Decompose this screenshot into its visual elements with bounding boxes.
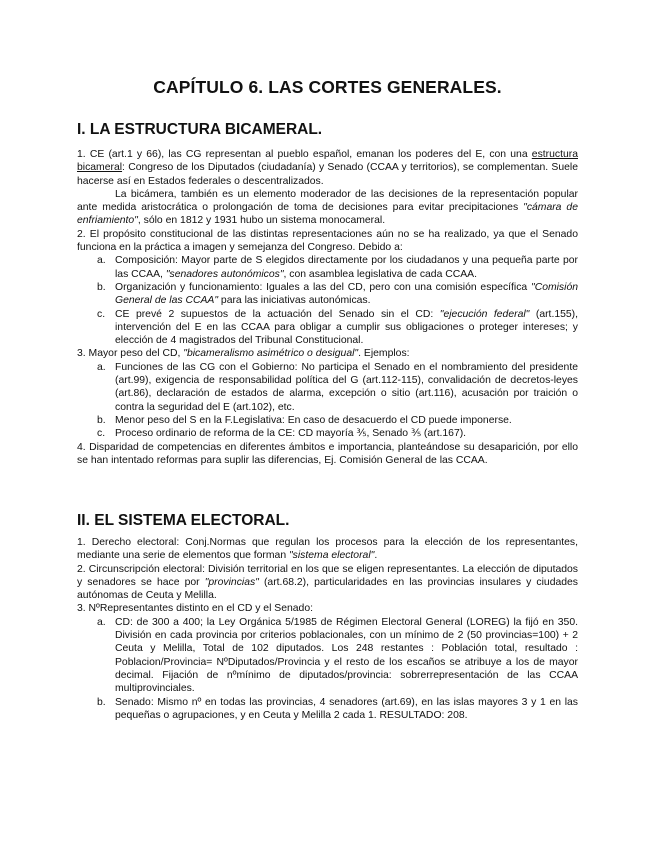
list-examples bbox=[77, 361, 578, 441]
paragraph-3: 2. El propósito constitucional de las distintas representaciones aún no se ha realizado, ya que el Senado funciona en la práctica a imagen y semejanza del Congreso. Debido a: bbox=[77, 228, 578, 254]
list-item: a. CD: de 300 a 400; la Ley Orgánica 5/1985 de Régimen Electoral General (LOREG) la fijó en 350. División en cada provincia por criterios poblacionales, con un mínimo de 2 (50 provincias=100) + 2 Ceuta y Melilla, Total de 102 diputados. Los 248 restantes : Población total, resultado : Poblacion/Provincia= NºDiputados/Provincia y el resto de los escaños se atribuye a los de mayor decimal. Fijación de nºmínimo de diputados/provincia: sobrerrepresentación de las CCAA multiprovinciales. bbox=[97, 616, 578, 695]
list-item: b. Senado: Mismo nº en todas las provincias, 4 senadores (art.69), en las islas mayores 3 y 1 en las pequeñas o agrupaciones, y en Ceuta y Melilla 2 cada 1. RESULTADO: 208. bbox=[97, 696, 578, 721]
list-reasons bbox=[77, 254, 578, 347]
list-representatives bbox=[77, 616, 578, 722]
list-item: b. Menor peso del S en la F.Legislativa: En caso de desacuerdo el CD puede imponerse. bbox=[97, 414, 512, 426]
paragraph-1: 1. Derecho electoral: Conj.Normas que regulan los procesos para la elección de los representantes, mediante una serie de elementos que forman "sistema electoral". bbox=[77, 537, 578, 562]
chapter-title: CAPÍTULO 6. LAS CORTES GENERALES. bbox=[153, 77, 502, 97]
bicameral-term: estructura bicameral bbox=[77, 149, 578, 174]
list-item: c. Proceso ordinario de reforma de la CE: CD mayoría ⅗, Senado ⅗ (art.167). bbox=[97, 428, 467, 440]
paragraph-3: 3. NºRepresentantes distinto en el CD y el Senado: bbox=[77, 603, 313, 615]
list-item: a. Funciones de las CG con el Gobierno: No participa el Senado en el nombramiento del presidente (art.99), exigencia de responsabilidad política del G (art.112-115), convalidación de decretos-leyes (art.86), declaración de estados de alarma, excepción o sitio (art.116), acusación por traición o contra la seguridad del E (art.102), etc. bbox=[97, 361, 578, 413]
section-2-heading: II. EL SISTEMA ELECTORAL. bbox=[77, 512, 290, 529]
paragraph-5: 4. Disparidad de competencias en diferentes ámbitos e importancia, planteándose su desaparición, por ello se han intentado reformas para suplir las diferencias, Ej. Comisión General de las CCAA. bbox=[77, 441, 578, 466]
paragraph-2: 2. Circunscripción electoral: División territorial en los que se eligen representantes. La elección de diputados y senadores se hace por "provincias" (art.68.2), particularidades en las provincias insulares y ciudades autónomas de Ceuta y Melilla. bbox=[77, 563, 578, 602]
list-item: a. Composición: Mayor parte de S elegidos directamente por los ciudadanos y una pequeña parte por las CCAA, "senadores autonómicos", con asamblea legislativa de cada CCAA. bbox=[97, 255, 578, 280]
list-item: b. Organización y funcionamiento: Iguales a las del CD, pero con una comisión específica "Comisión General de las CCAA" para las iniciativas autonómicas. bbox=[97, 281, 578, 307]
paragraph-2: La bicámera, también es un elemento moderador de las decisiones de la representación popular ante medida aristocrática o prolongación de toma de decisiones para evitar precipitaciones "cámara de enfriamiento", sólo en 1812 y 1931 hubo un sistema monocameral. bbox=[77, 188, 578, 227]
section-1-body bbox=[77, 148, 578, 467]
section-1-heading: I. LA ESTRUCTURA BICAMERAL. bbox=[77, 121, 323, 138]
paragraph-1: 1. CE (art.1 y 66), las CG representan al pueblo español, emanan los poderes del E, con una estructura bicameral: Congreso de los Diputados (ciudadanía) y Senado (CCAA y territorios), se complementan. Suele hacerse así en Estados federales o descentralizados. bbox=[77, 149, 578, 187]
section-2-body bbox=[77, 536, 578, 722]
list-item: c. CE prevé 2 supuestos de la actuación del Senado sin el CD: "ejecución federal" (art.155), intervención del E en las CCAA para obligar a cumplir sus obligaciones o proteger intereses; y elección de 4 magistrados del Tribunal Constitucional. bbox=[97, 308, 579, 347]
paragraph-4: 3. Mayor peso del CD, "bicameralismo asimétrico o desigual". Ejemplos: bbox=[77, 348, 410, 360]
